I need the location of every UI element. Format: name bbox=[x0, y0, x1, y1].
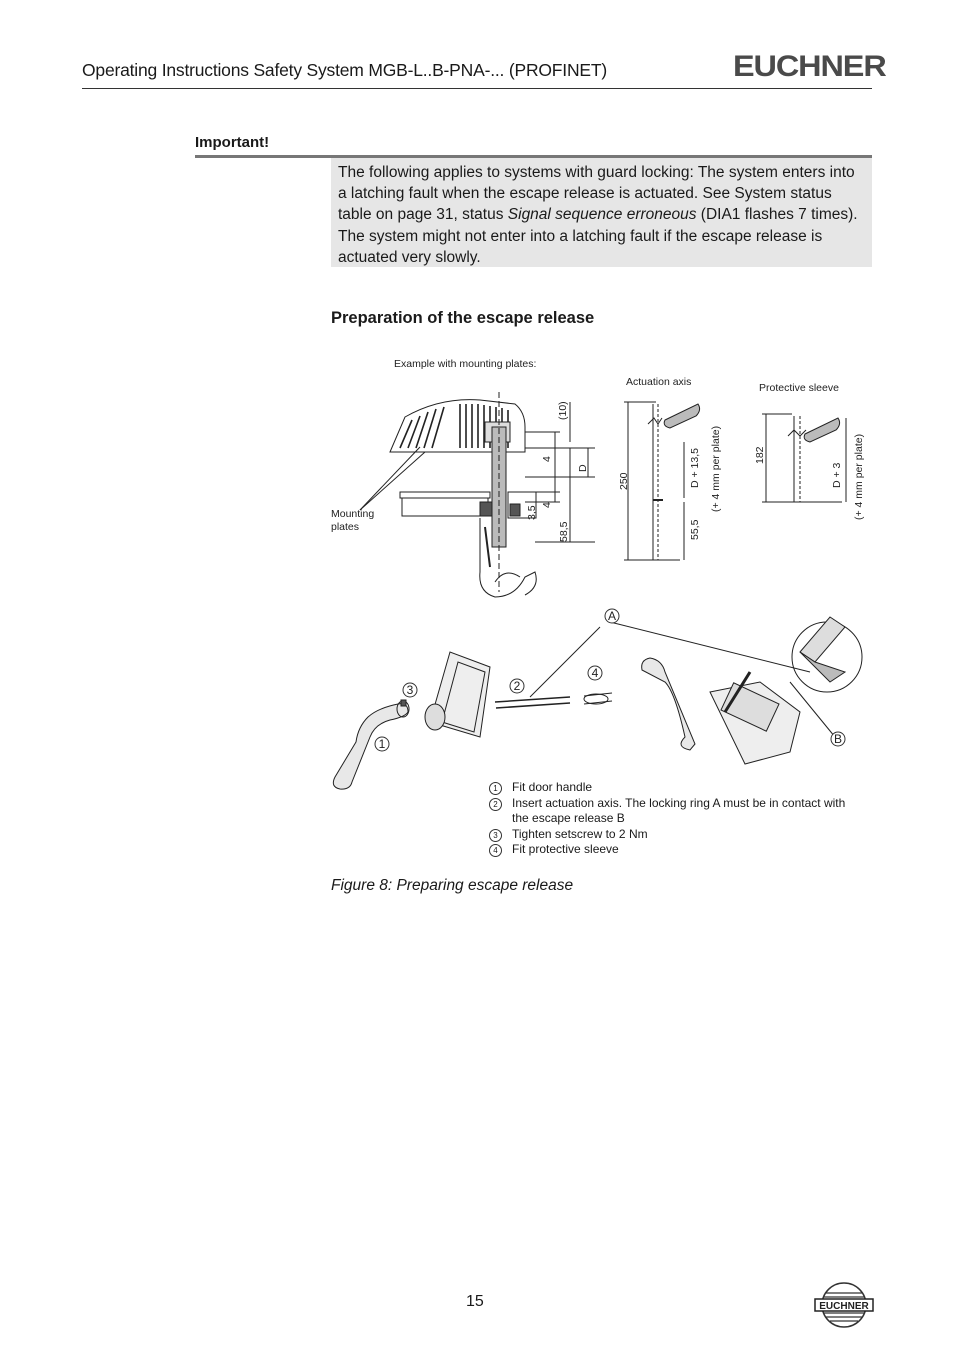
svg-text:EUCHNER: EUCHNER bbox=[819, 1301, 869, 1312]
dim-4a: 4 bbox=[541, 456, 553, 462]
dim-58-5: 58,5 bbox=[558, 521, 570, 542]
legend-text: Tighten setscrew to 2 Nm bbox=[512, 826, 648, 841]
callout-a: A bbox=[607, 609, 617, 623]
page-number: 15 bbox=[466, 1293, 484, 1310]
dim-55-5: 55,5 bbox=[689, 519, 701, 540]
legend-item bbox=[489, 842, 862, 858]
legend-item bbox=[489, 827, 862, 843]
dim-per-plate-a: (+ 4 mm per plate) bbox=[710, 425, 722, 512]
legend-item bbox=[489, 780, 862, 796]
dim-d-3: D + 3 bbox=[831, 462, 843, 488]
dim-182: 182 bbox=[754, 446, 766, 464]
footer-logo bbox=[814, 1281, 874, 1329]
callout-2: 2 bbox=[513, 679, 521, 693]
document-title: Operating Instructions Safety System MGB-L..B-PNA-... (PROFINET) bbox=[82, 60, 607, 80]
dim-250: 250 bbox=[618, 472, 630, 490]
legend-number: 4 bbox=[489, 844, 502, 857]
dim-3-5: 3,5 bbox=[526, 505, 538, 520]
legend-text: Insert actuation axis. The locking ring A must be in contact with the escape release B bbox=[512, 795, 846, 825]
dim-d-13-5: D + 13,5 bbox=[689, 448, 701, 488]
legend-number: 1 bbox=[489, 782, 502, 795]
important-heading: Important! bbox=[195, 134, 270, 151]
legend-number: 2 bbox=[489, 798, 502, 811]
label-plates: plates bbox=[331, 521, 360, 533]
callout-4: 4 bbox=[591, 666, 599, 680]
figure-caption: Figure 8: Preparing escape release bbox=[331, 877, 574, 894]
figure-legend bbox=[489, 780, 862, 858]
dim-4b: 4 bbox=[541, 502, 553, 508]
callout-3: 3 bbox=[406, 683, 414, 697]
section-heading: Preparation of the escape release bbox=[331, 309, 595, 327]
dim-10: (10) bbox=[557, 401, 569, 420]
legend-item bbox=[489, 796, 862, 827]
label-example: Example with mounting plates: bbox=[394, 358, 537, 370]
legend-number: 3 bbox=[489, 829, 502, 842]
label-actuation-axis: Actuation axis bbox=[626, 376, 692, 388]
label-protective-sleeve: Protective sleeve bbox=[759, 382, 839, 394]
legend-text: Fit protective sleeve bbox=[512, 842, 619, 856]
important-note-box bbox=[331, 158, 872, 267]
label-mounting: Mounting bbox=[331, 508, 375, 520]
important-paragraph-2: The system might not enter into a latching fault if the escape release is actuated very slowly. bbox=[338, 228, 823, 266]
important-paragraph-1: The following applies to systems with guard locking: The system enters into a latching fault when the escape release is actuated. See System status table on page 31, status Signal sequence erroneous (DIA1 flashes 7 times). bbox=[338, 164, 858, 223]
legend-text: Fit door handle bbox=[512, 780, 593, 794]
header-divider bbox=[82, 88, 872, 89]
callout-b: B bbox=[833, 732, 843, 746]
exploded-assembly-drawing bbox=[333, 617, 862, 789]
callout-1: 1 bbox=[378, 737, 386, 751]
dim-d: D bbox=[577, 464, 589, 472]
euchner-logo: EUCHNER bbox=[733, 50, 886, 83]
section-view-drawing bbox=[360, 392, 595, 597]
dim-per-plate-b: (+ 4 mm per plate) bbox=[853, 433, 865, 520]
